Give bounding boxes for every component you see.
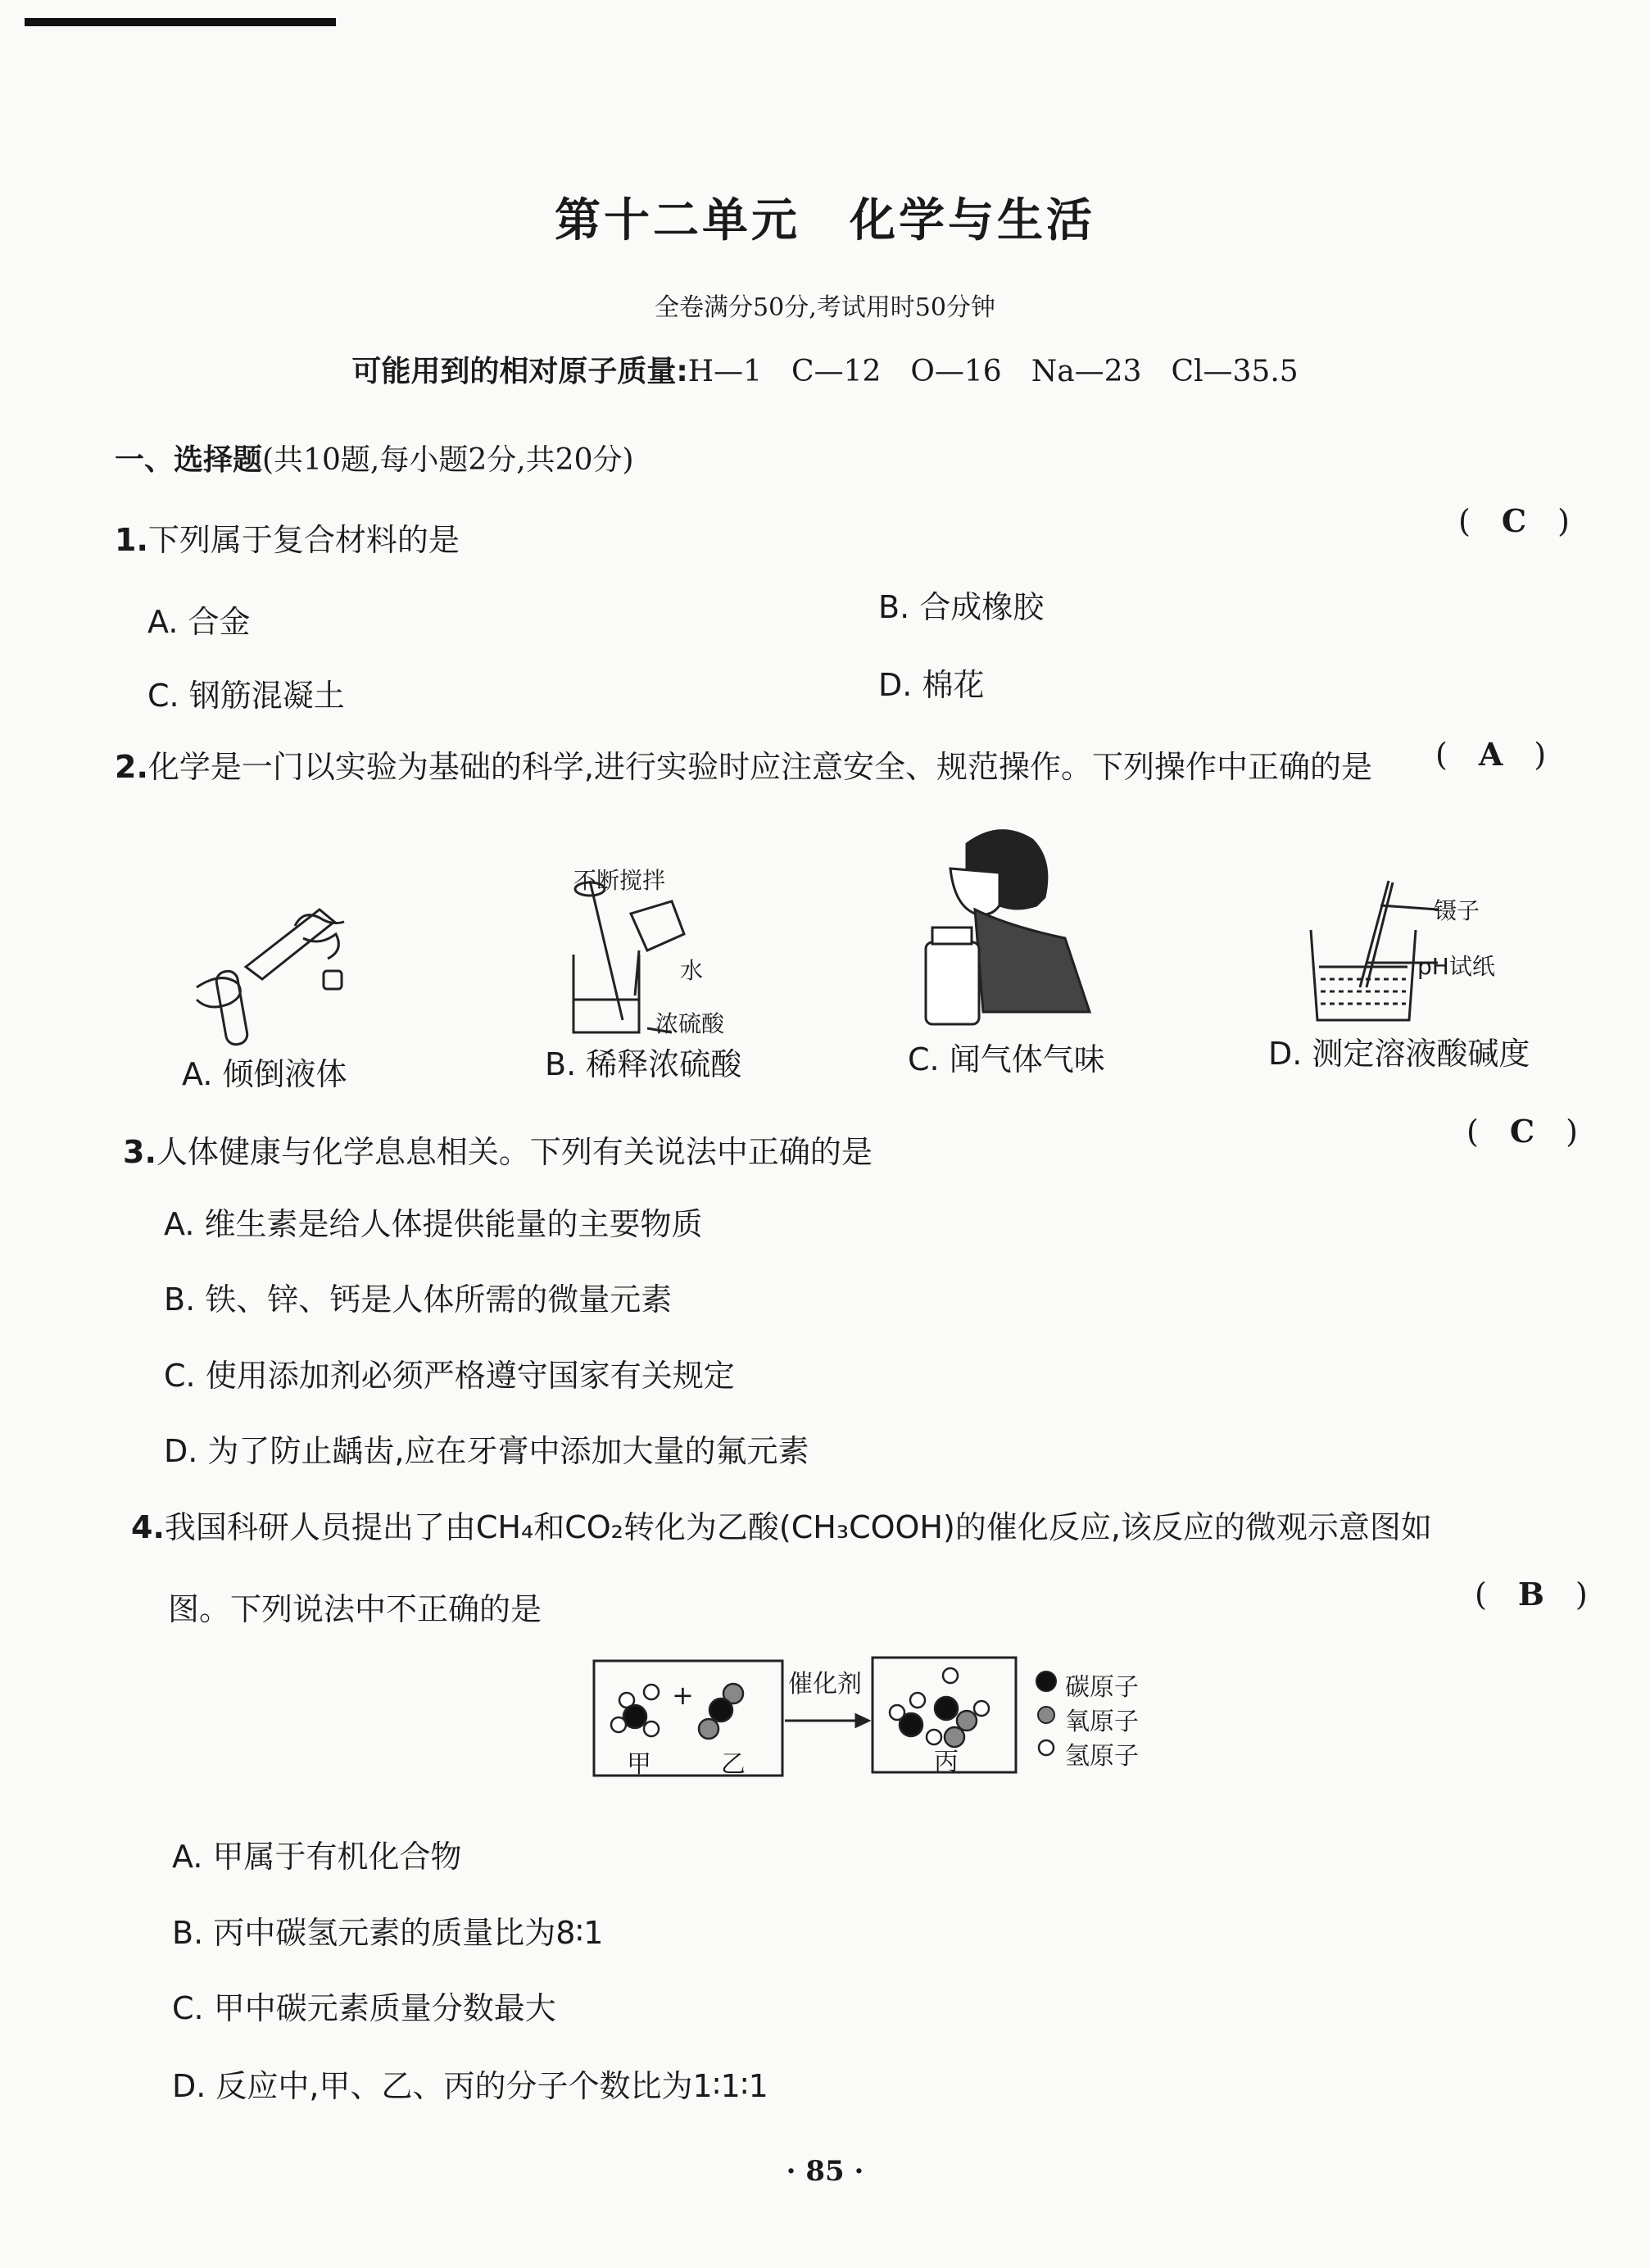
q3-option-d: D. 为了防止龋齿,应在牙膏中添加大量的氟元素: [164, 1433, 809, 1469]
q1-option-a: A. 合金: [147, 604, 251, 640]
diagram-yi: 乙: [721, 1750, 746, 1779]
q3-option-b: B. 铁、锌、钙是人体所需的微量元素: [164, 1281, 673, 1318]
label-water: 水: [680, 957, 704, 984]
q4-option-b: B. 丙中碳氢元素的质量比为8∶1: [172, 1915, 604, 1951]
atomic-mass-values: H—1 C—12 O—16 Na—23 Cl—35.5: [687, 355, 1299, 388]
answer-3: ( C ): [1466, 1113, 1578, 1150]
question-3-stem: [123, 1127, 873, 1172]
question-text: 我国科研人员提出了由CH₄和CO₂转化为乙酸(CH₃COOH)的催化反应,该反应的微观示意图如: [164, 1509, 1432, 1545]
answer-1: ( C ): [1458, 502, 1570, 539]
label-tweezers: 镊子: [1434, 897, 1480, 924]
answer-letter: C: [1509, 1113, 1535, 1150]
section-note: (共10题,每小题2分,共20分): [262, 443, 634, 477]
q3-option-a: A. 维生素是给人体提供能量的主要物质: [164, 1206, 703, 1242]
diagram-plus: +: [672, 1680, 694, 1711]
label-ph-paper: pH试纸: [1417, 953, 1495, 980]
page-number: · 85 ·: [786, 2155, 864, 2188]
question-text: 化学是一门以实验为基础的科学,进行实验时应注意安全、规范操作。下列操作中正确的是: [147, 749, 1372, 785]
q1-option-b: B. 合成橡胶: [878, 589, 1045, 625]
question-text: 下列属于复合材料的是: [147, 522, 460, 558]
label-acid: 浓硫酸: [655, 1010, 725, 1037]
q2-option-c: C. 闻气体气味: [908, 1041, 1105, 1077]
q4-option-a: A. 甲属于有机化合物: [172, 1839, 462, 1875]
q1-option-d: D. 棉花: [878, 667, 985, 703]
question-number: 1.: [115, 522, 148, 558]
legend-oxygen: 氧原子: [1065, 1708, 1139, 1736]
q4-option-d: D. 反应中,甲、乙、丙的分子个数比为1∶1∶1: [172, 2068, 768, 2104]
q2-option-d: D. 测定溶液酸碱度: [1268, 1036, 1530, 1072]
q2-option-a: A. 倾倒液体: [182, 1056, 347, 1092]
q1-option-c: C. 钢筋混凝土: [147, 678, 345, 714]
question-number: 3.: [123, 1134, 156, 1170]
question-number: 4.: [131, 1509, 165, 1545]
page-title: 第十二单元 化学与生活: [555, 193, 1095, 247]
diagram-catalyst: 催化剂: [788, 1670, 862, 1699]
figure-smelling-gas: [918, 819, 1098, 1032]
atomic-mass-line: [0, 348, 1650, 390]
label-stir: 不断搅拌: [573, 867, 666, 894]
diagram-bing: 丙: [934, 1748, 959, 1776]
exam-info: 全卷满分50分,考试用时50分钟: [655, 293, 995, 322]
legend-hydrogen: 氢原子: [1065, 1742, 1139, 1771]
question-4-stem-line2: 图。下列说法中不正确的是: [168, 1591, 542, 1627]
answer-letter: C: [1501, 502, 1527, 539]
answer-letter: A: [1478, 736, 1503, 773]
figure-pouring-liquid: [180, 889, 360, 1053]
atomic-mass-label: 可能用到的相对原子质量:: [351, 355, 688, 388]
question-text: 人体健康与化学息息相关。下列有关说法中正确的是: [156, 1134, 873, 1170]
q3-option-c: C. 使用添加剂必须严格遵守国家有关规定: [164, 1358, 735, 1394]
question-1-stem: [115, 515, 460, 560]
answer-2: ( A ): [1435, 736, 1547, 773]
question-4-stem-line1: [131, 1502, 1432, 1547]
q4-option-c: C. 甲中碳元素质量分数最大: [172, 1990, 556, 2026]
section-heading: [115, 437, 634, 479]
legend-carbon: 碳原子: [1065, 1673, 1139, 1702]
q2-option-b: B. 稀释浓硫酸: [545, 1046, 742, 1082]
question-2-stem: [115, 742, 1372, 787]
answer-4: ( B ): [1475, 1576, 1588, 1613]
question-number: 2.: [115, 749, 148, 785]
section-title: 一、选择题: [115, 443, 263, 477]
top-rule: [25, 18, 336, 26]
answer-letter: B: [1517, 1576, 1544, 1613]
diagram-jia: 甲: [627, 1750, 651, 1779]
